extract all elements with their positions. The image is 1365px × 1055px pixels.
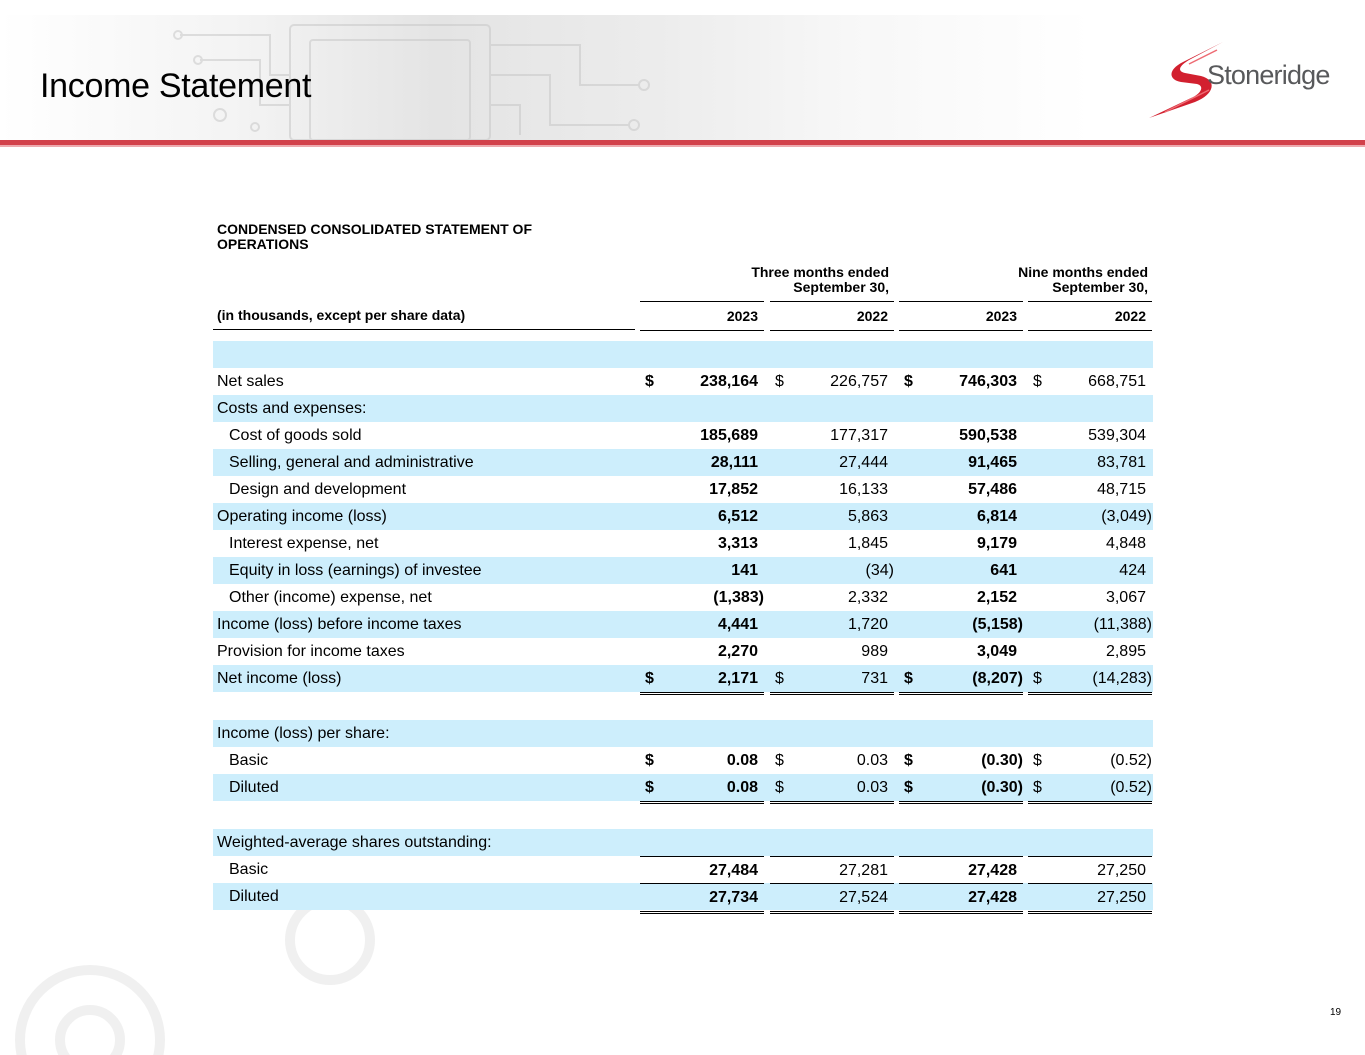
value-cell: 27,428 bbox=[899, 856, 1023, 884]
value-cell: $ (0.30) bbox=[899, 774, 1023, 804]
value-cell: $ 0.03 bbox=[770, 747, 894, 777]
row-label: Net income (loss) bbox=[217, 670, 342, 687]
value-cell: 141 bbox=[731, 562, 758, 579]
value-cell: 27,734 bbox=[640, 883, 764, 914]
value-cell: (1,383) bbox=[640, 584, 764, 612]
value-cell: 2,270 bbox=[640, 638, 764, 666]
value-cell: 6,512 bbox=[717, 508, 758, 525]
table-row bbox=[213, 584, 1153, 611]
row-label: Interest expense, net bbox=[229, 535, 379, 552]
row-label: Operating income (loss) bbox=[217, 508, 387, 525]
header-three-months bbox=[640, 265, 889, 295]
value-cell: 3,067 bbox=[1028, 584, 1152, 612]
value-cell: 5,863 bbox=[847, 508, 888, 525]
table-row bbox=[213, 665, 1153, 692]
row-label: Diluted bbox=[229, 779, 279, 796]
year-header: 2023 bbox=[640, 301, 764, 331]
table-row bbox=[213, 611, 1153, 638]
value-cell: (3,049) bbox=[1101, 508, 1152, 525]
value-cell: 1,720 bbox=[847, 616, 888, 633]
row-label: Design and development bbox=[229, 481, 407, 498]
row-label: Basic bbox=[229, 861, 269, 878]
header-three-months-line1: Three months ended bbox=[751, 264, 889, 280]
value-cell: 27,524 bbox=[770, 883, 894, 914]
table-row bbox=[213, 774, 1153, 801]
row-label: Other (income) expense, net bbox=[229, 589, 432, 606]
row-label: Cost of goods sold bbox=[229, 427, 362, 444]
header-nine-months-line2: September 30, bbox=[1052, 279, 1148, 295]
value-cell: $ (0.52) bbox=[1028, 747, 1152, 777]
value-cell: 27,444 bbox=[839, 454, 888, 471]
header-nine-months-line1: Nine months ended bbox=[1018, 264, 1148, 280]
section-label: Income (loss) per share: bbox=[217, 725, 390, 742]
value-cell: $ 668,751 bbox=[1033, 373, 1146, 390]
value-cell: 16,133 bbox=[770, 476, 894, 504]
value-cell: $ 746,303 bbox=[904, 373, 1017, 390]
value-cell: $ (14,283) bbox=[1028, 665, 1152, 695]
table-row bbox=[213, 368, 1153, 395]
table-row bbox=[213, 856, 1153, 883]
income-statement-table bbox=[213, 222, 1153, 910]
value-cell: 6,814 bbox=[976, 508, 1017, 525]
value-cell: 17,852 bbox=[640, 476, 764, 504]
table-row bbox=[213, 638, 1153, 665]
value-cell: 2,332 bbox=[770, 584, 894, 612]
stoneridge-logo bbox=[1145, 40, 1345, 120]
table-row bbox=[213, 883, 1153, 910]
section-label: Weighted-average shares outstanding: bbox=[217, 834, 492, 851]
value-cell: $ 226,757 bbox=[775, 373, 888, 390]
table-row bbox=[213, 503, 1153, 530]
page-number: 19 bbox=[1330, 1007, 1342, 1018]
blank-band-row bbox=[213, 341, 1153, 368]
value-cell: 2,895 bbox=[1028, 638, 1152, 666]
header-red-rule-shadow bbox=[0, 145, 1365, 147]
value-cell: $ (0.30) bbox=[899, 747, 1023, 777]
value-cell: 27,250 bbox=[1028, 883, 1152, 914]
page-title: Income Statement bbox=[40, 67, 312, 105]
table-row bbox=[213, 476, 1153, 503]
row-label: Provision for income taxes bbox=[217, 643, 405, 660]
value-cell: 641 bbox=[990, 562, 1017, 579]
value-cell: 4,848 bbox=[1105, 535, 1146, 552]
year-header: 2022 bbox=[1028, 301, 1152, 331]
value-cell: 1,845 bbox=[847, 535, 888, 552]
row-label: Equity in loss (earnings) of investee bbox=[229, 562, 482, 579]
value-cell: 48,715 bbox=[1028, 476, 1152, 504]
year-header: 2022 bbox=[770, 301, 894, 331]
value-cell: 2,152 bbox=[899, 584, 1023, 612]
year-header-row bbox=[213, 301, 1153, 331]
value-cell: (5,158) bbox=[972, 616, 1023, 633]
row-label: Basic bbox=[229, 752, 269, 769]
value-cell: $ (8,207) bbox=[899, 665, 1023, 695]
value-cell: $ 0.08 bbox=[640, 774, 764, 804]
value-cell: 28,111 bbox=[710, 454, 758, 471]
row-label: Selling, general and administrative bbox=[229, 454, 474, 471]
value-cell: $ 238,164 bbox=[645, 373, 758, 390]
value-cell: 57,486 bbox=[899, 476, 1023, 504]
units-label: (in thousands, except per share data) bbox=[213, 301, 635, 330]
table-row bbox=[213, 557, 1153, 584]
table-caption: CONDENSED CONSOLIDATED STATEMENT OF OPERATIONS bbox=[217, 221, 532, 252]
table-row bbox=[213, 530, 1153, 557]
value-cell: 4,441 bbox=[717, 616, 758, 633]
row-label: Diluted bbox=[229, 888, 279, 905]
value-cell: $ (0.52) bbox=[1028, 774, 1152, 804]
section-row bbox=[213, 395, 1153, 422]
value-cell: 3,313 bbox=[717, 535, 758, 552]
value-cell: 539,304 bbox=[1088, 427, 1146, 444]
value-cell: $ 2,171 bbox=[640, 665, 764, 695]
row-label: Net sales bbox=[217, 373, 284, 390]
value-cell: 9,179 bbox=[976, 535, 1017, 552]
value-cell: 177,317 bbox=[830, 427, 888, 444]
value-cell: 27,428 bbox=[899, 883, 1023, 914]
period-header bbox=[213, 265, 1153, 301]
table-row bbox=[213, 422, 1153, 449]
value-cell: 27,281 bbox=[770, 856, 894, 884]
table-row bbox=[213, 747, 1153, 774]
value-cell: 27,484 bbox=[640, 856, 764, 884]
value-cell: $ 0.03 bbox=[770, 774, 894, 804]
value-cell: 83,781 bbox=[1097, 454, 1146, 471]
value-cell: 989 bbox=[770, 638, 894, 666]
value-cell: 27,250 bbox=[1028, 856, 1152, 884]
value-cell: 3,049 bbox=[899, 638, 1023, 666]
year-header: 2023 bbox=[899, 301, 1023, 331]
value-cell: 91,465 bbox=[968, 454, 1017, 471]
table-row bbox=[213, 449, 1153, 476]
value-cell: $ 0.08 bbox=[640, 747, 764, 777]
section-label: Costs and expenses: bbox=[217, 400, 367, 417]
value-cell: 185,689 bbox=[700, 427, 758, 444]
value-cell: 590,538 bbox=[959, 427, 1017, 444]
value-cell: $ 731 bbox=[770, 665, 894, 695]
value-cell: (11,388) bbox=[1093, 616, 1152, 633]
value-cell: 424 bbox=[1119, 562, 1146, 579]
header-nine-months bbox=[899, 265, 1148, 295]
section-row bbox=[213, 720, 1153, 747]
logo-wordmark: Stoneridge bbox=[1207, 60, 1330, 90]
value-cell: (34) bbox=[865, 562, 894, 579]
section-row bbox=[213, 829, 1153, 856]
row-label: Income (loss) before income taxes bbox=[217, 616, 462, 633]
header-three-months-line2: September 30, bbox=[793, 279, 889, 295]
